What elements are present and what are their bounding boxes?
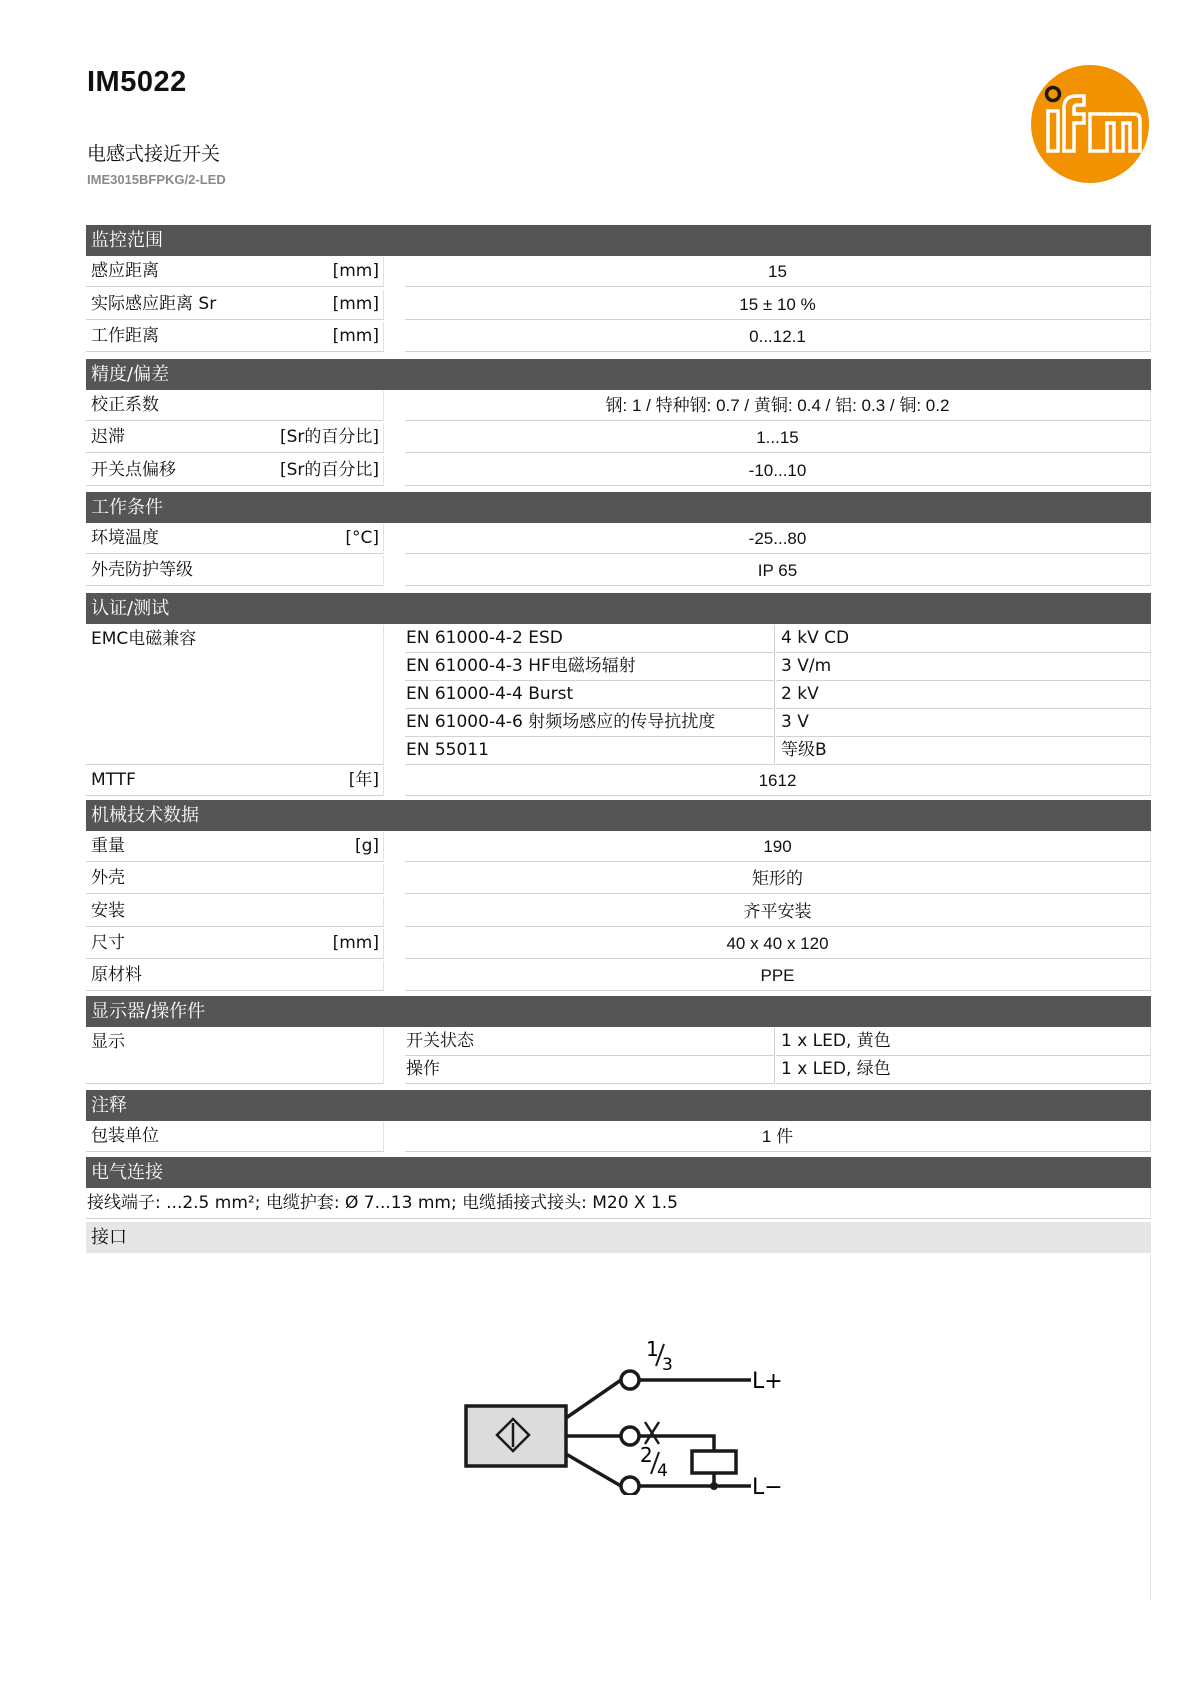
section-header-operating: 工作条件 bbox=[86, 492, 1151, 523]
display-item: 操作 bbox=[405, 1056, 775, 1084]
row-label: 环境温度 [°C] bbox=[86, 524, 384, 554]
row-label: 实际感应距离 Sr [mm] bbox=[86, 290, 384, 320]
label-l-plus: L+ bbox=[752, 1369, 783, 1394]
emc-value: 2 kV bbox=[776, 681, 1151, 709]
row-label: MTTF [年] bbox=[86, 766, 384, 796]
row-label: 感应距离 [mm] bbox=[86, 257, 384, 287]
row-value: -25...80 bbox=[405, 524, 1151, 554]
row-value: 15 ± 10 % bbox=[405, 290, 1151, 320]
row-unit: [mm] bbox=[332, 933, 379, 953]
row-unit: [mm] bbox=[332, 261, 379, 281]
emc-standard: EN 61000-4-2 ESD bbox=[405, 625, 775, 653]
section-header-notes: 注释 bbox=[86, 1090, 1151, 1121]
emc-standard: EN 61000-4-4 Burst bbox=[405, 681, 775, 709]
row-value: IP 65 bbox=[405, 556, 1151, 586]
emc-standard: EN 55011 bbox=[405, 737, 775, 765]
emc-standard: EN 61000-4-6 射频场感应的传导抗扰度 bbox=[405, 709, 775, 737]
pin-bottom-numerator: 2 bbox=[640, 1443, 653, 1467]
product-subtitle: 电感式接近开关 bbox=[87, 143, 221, 165]
row-label: 重量 [g] bbox=[86, 832, 384, 862]
emc-value: 等级B bbox=[776, 737, 1151, 765]
section-header-mechanical: 机械技术数据 bbox=[86, 800, 1151, 831]
wiring-diagram bbox=[460, 1330, 790, 1495]
terminal-2 bbox=[621, 1477, 639, 1495]
row-unit: [mm] bbox=[332, 326, 379, 346]
terminal-x bbox=[621, 1427, 639, 1445]
row-label: 外壳防护等级 bbox=[86, 556, 384, 586]
row-label: 包装单位 bbox=[86, 1122, 384, 1152]
ifm-logo bbox=[1030, 64, 1150, 184]
row-unit: [°C] bbox=[345, 528, 379, 548]
sensor-body bbox=[466, 1406, 566, 1466]
section-header-monitoring: 监控范围 bbox=[86, 225, 1151, 256]
row-value: 1...15 bbox=[405, 423, 1151, 453]
row-value: 钢: 1 / 特种钢: 0.7 / 黄铜: 0.4 / 铝: 0.3 / 铜: 0.2 bbox=[405, 391, 1151, 421]
section-header-accuracy: 精度/偏差 bbox=[86, 359, 1151, 390]
terminal-1 bbox=[621, 1371, 639, 1389]
section-header-display: 显示器/操作件 bbox=[86, 996, 1151, 1027]
row-value: 1612 bbox=[405, 766, 1151, 796]
row-value: -10...10 bbox=[405, 456, 1151, 486]
row-unit: [g] bbox=[354, 836, 379, 856]
emc-value: 3 V bbox=[776, 709, 1151, 737]
row-value: 15 bbox=[405, 257, 1151, 287]
load-resistor bbox=[692, 1451, 736, 1473]
row-label: 迟滞 [Sr的百分比] bbox=[86, 423, 384, 453]
row-label: 安装 bbox=[86, 897, 384, 927]
row-label: 开关点偏移 [Sr的百分比] bbox=[86, 456, 384, 486]
right-border-line bbox=[1150, 1254, 1151, 1600]
display-label: 显示 bbox=[86, 1028, 384, 1084]
emc-standard: EN 61000-4-3 HF电磁场辐射 bbox=[405, 653, 775, 681]
row-value: 190 bbox=[405, 832, 1151, 862]
row-value: 齐平安装 bbox=[405, 897, 1151, 927]
pin-bottom-denominator: 4 bbox=[657, 1461, 668, 1481]
row-unit: [年] bbox=[348, 770, 379, 790]
section-header-electrical: 电气连接 bbox=[86, 1157, 1151, 1188]
product-title: IM5022 bbox=[87, 66, 187, 98]
pin-top-numerator: 1 bbox=[646, 1337, 659, 1361]
row-value: 40 x 40 x 120 bbox=[405, 929, 1151, 959]
section-header-interface: 接口 bbox=[86, 1222, 1151, 1253]
row-unit: [Sr的百分比] bbox=[279, 427, 379, 447]
row-label: 工作距离 [mm] bbox=[86, 322, 384, 352]
row-label: 尺寸 [mm] bbox=[86, 929, 384, 959]
article-code: IME3015BFPKG/2-LED bbox=[87, 172, 226, 187]
section-header-approvals: 认证/测试 bbox=[86, 593, 1151, 624]
row-unit: [mm] bbox=[332, 294, 379, 314]
row-value: 1 件 bbox=[405, 1122, 1151, 1152]
row-label: 校正系数 bbox=[86, 391, 384, 421]
label-l-minus: L− bbox=[752, 1475, 783, 1495]
row-label: 外壳 bbox=[86, 864, 384, 894]
row-value: 矩形的 bbox=[405, 864, 1151, 894]
electrical-connection-text: 接线端子: ...2.5 mm²; 电缆护套: Ø 7...13 mm; 电缆插接式接头: M20 X 1.5 bbox=[86, 1189, 1151, 1219]
emc-value: 3 V/m bbox=[776, 653, 1151, 681]
row-value: PPE bbox=[405, 961, 1151, 991]
display-item: 开关状态 bbox=[405, 1028, 775, 1056]
row-unit: [Sr的百分比] bbox=[279, 460, 379, 480]
display-value: 1 x LED, 绿色 bbox=[776, 1056, 1151, 1084]
pin-top-denominator: 3 bbox=[662, 1355, 673, 1375]
emc-label: EMC电磁兼容 bbox=[86, 625, 384, 765]
display-value: 1 x LED, 黄色 bbox=[776, 1028, 1151, 1056]
row-label: 原材料 bbox=[86, 961, 384, 991]
row-value: 0...12.1 bbox=[405, 322, 1151, 352]
emc-value: 4 kV CD bbox=[776, 625, 1151, 653]
